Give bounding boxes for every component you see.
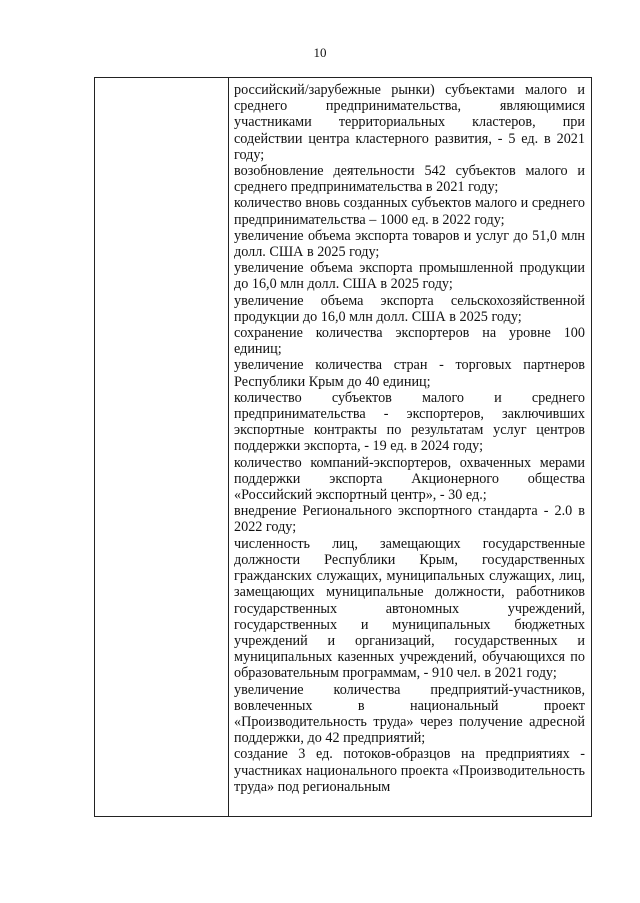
list-item: увеличение объема экспорта товаров и услуг до 51,0 млн долл. США в 2025 году; (234, 227, 585, 261)
list-item: увеличение объема экспорта сельскохозяйственной продукции до 16,0 млн долл. США в 2025 году; (234, 292, 585, 325)
table-left-column (95, 78, 229, 816)
list-item: возобновление деятельности 542 субъектов малого и среднего предпринимательства в 2021 году; (234, 163, 585, 196)
list-item: количество субъектов малого и среднего предпринимательства - экспортеров, заключивших экспортные контракты по результатам услуг центров поддержки экспорта, - 19 ед. в 2024 году; (234, 389, 585, 455)
list-item: количество вновь созданных субъектов малого и среднего предпринимательства – 1000 ед. в 2022 году; (234, 195, 585, 228)
list-item: сохранение количества экспортеров на уровне 100 единиц; (234, 325, 585, 358)
document-table (94, 77, 592, 817)
list-item: увеличение объема экспорта промышленной продукции до 16,0 млн долл. США в 2025 году; (234, 260, 585, 293)
list-item: внедрение Регионального экспортного стандарта - 2.0 в 2022 году; (234, 503, 585, 536)
list-item: численность лиц, замещающих государственные должности Республики Крым, государственных гражданских служащих, муниципальных служащих, лиц, замещающих муниципальные должности, работников государственных автономных учреждений, государственных и муниципальных бюджетных учреждений и организаций, государственных и муниципальных казенных учреждений, обучающихся по образовательным программам, - 910 чел. в 2021 году; (234, 535, 585, 682)
list-item: создание 3 ед. потоков-образцов на предприятиях - участниках национального проекта «Производительность труда» под региональным (234, 746, 585, 795)
list-item: российский/зарубежные рынки) субъектами малого и среднего предпринимательства, являющимися участниками территориальных кластеров, при содействии центра кластерного развития, - 5 ед. в 2021 году; (234, 82, 585, 163)
list-item: увеличение количества предприятий-участников, вовлеченных в национальный проект «Производительность труда» через получение адресной поддержки, до 42 предприятий; (234, 681, 585, 747)
page-number: 10 (313, 45, 327, 60)
list-item: увеличение количества стран - торговых партнеров Республики Крым до 40 единиц; (234, 357, 585, 390)
list-item: количество компаний-экспортеров, охваченных мерами поддержки экспорта Акционерного общества «Российский экспортный центр», - 30 ед.; (234, 454, 585, 504)
table-right-column (229, 78, 591, 816)
